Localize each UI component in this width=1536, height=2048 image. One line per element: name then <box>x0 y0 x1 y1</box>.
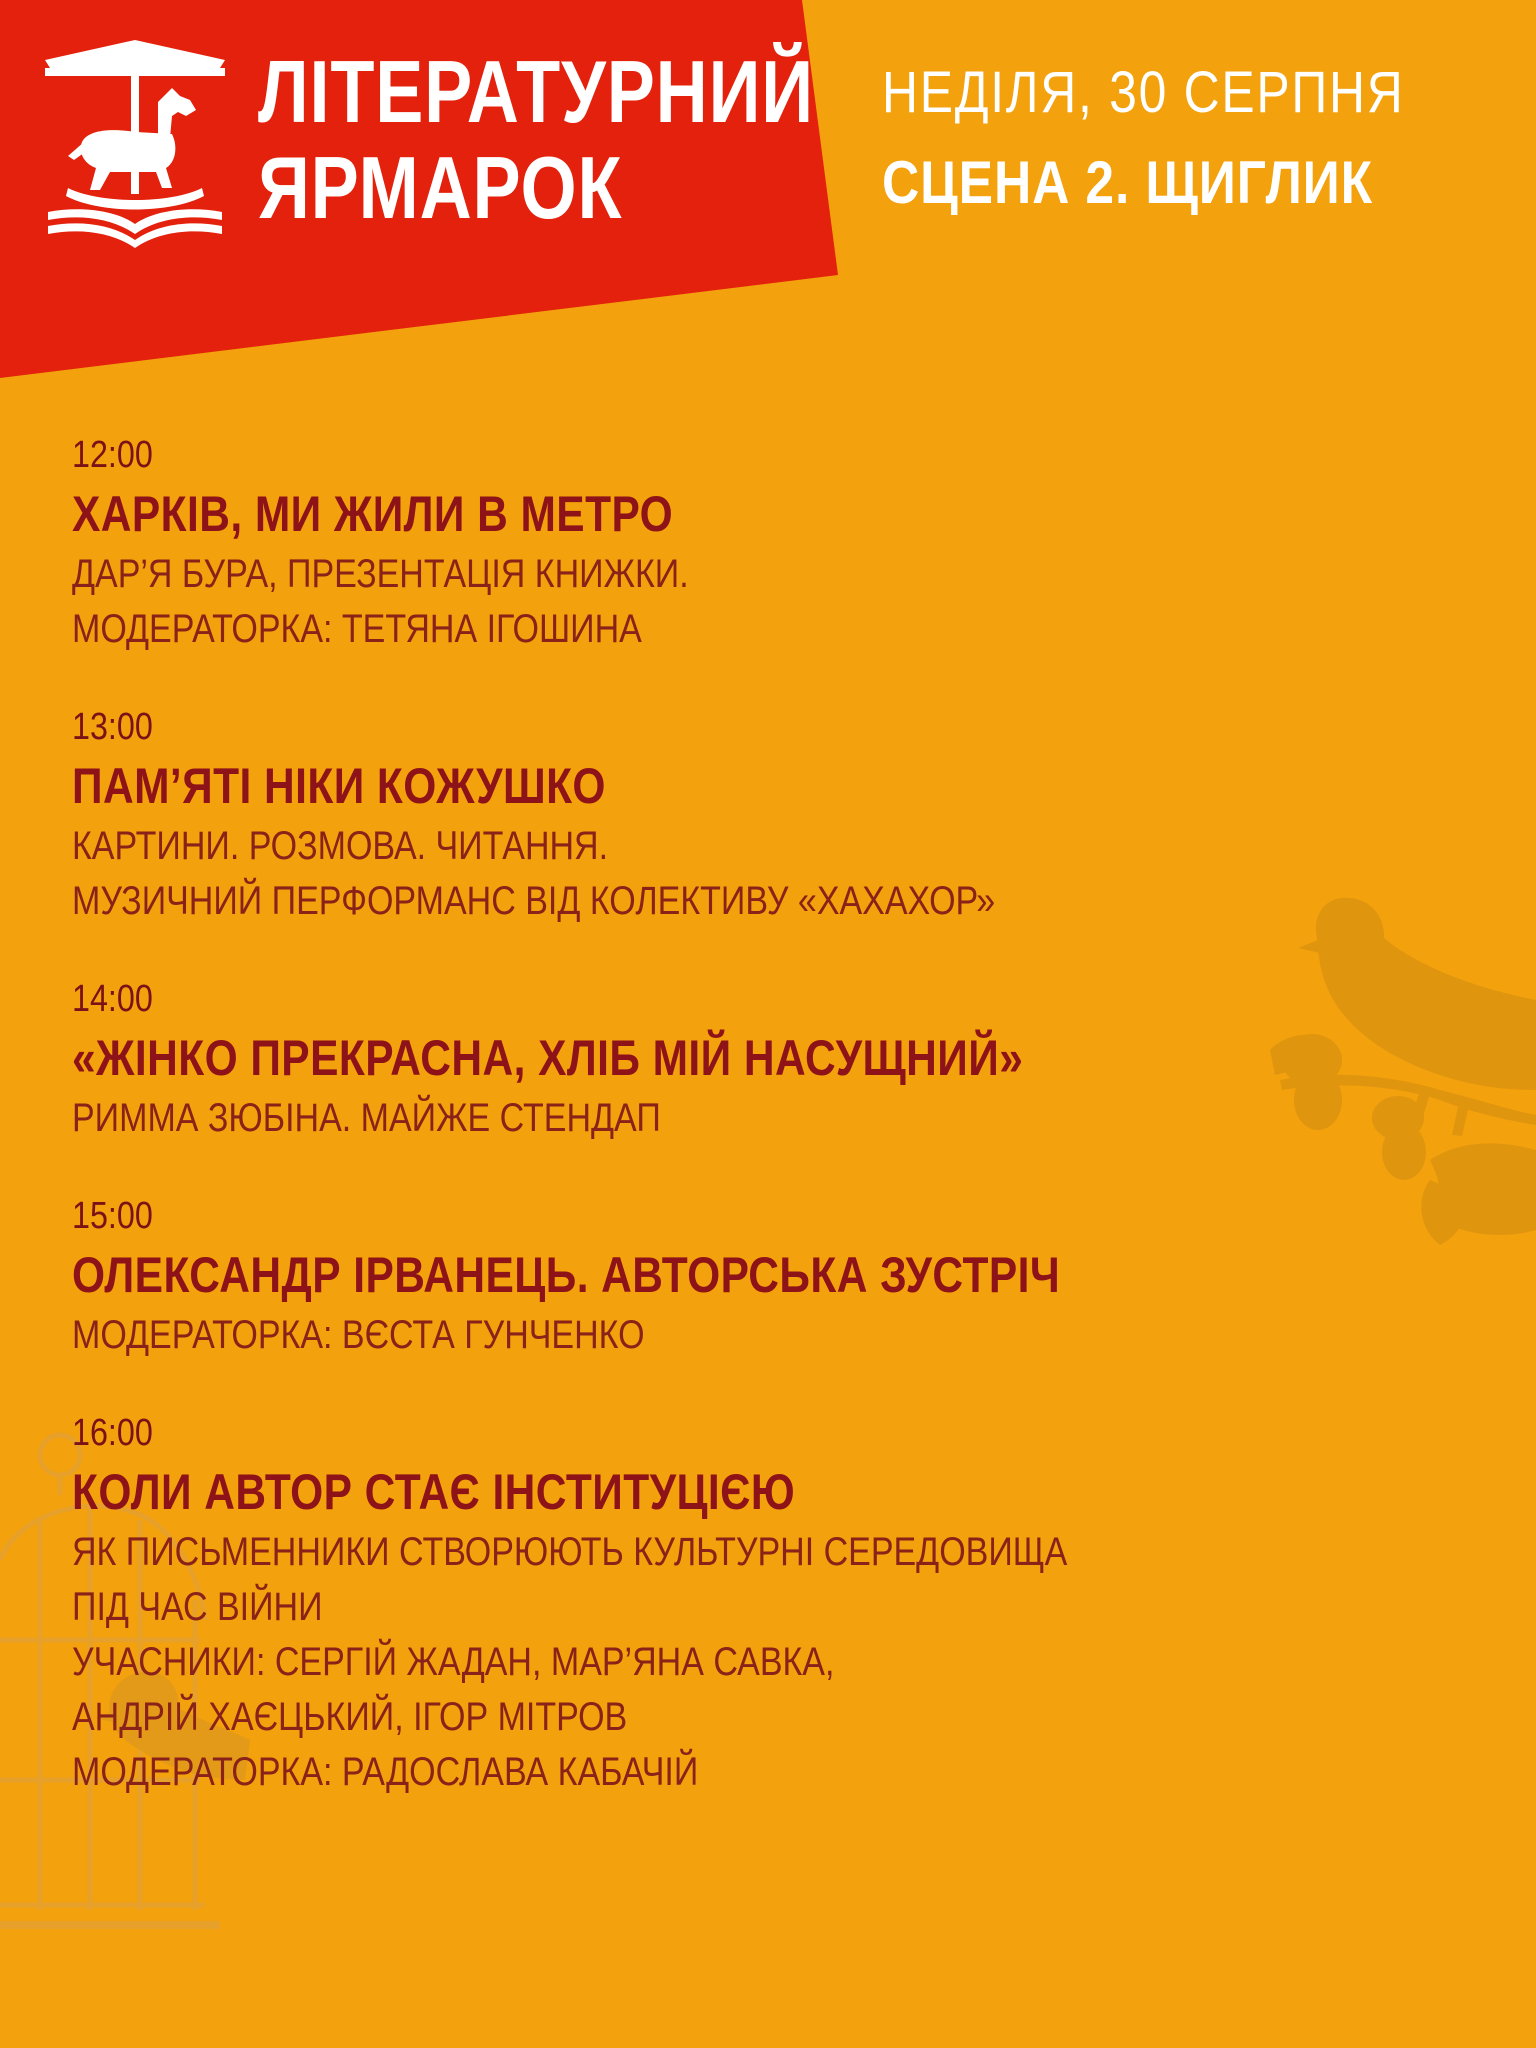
session-time: 14:00 <box>72 978 153 1020</box>
session-title: ОЛЕКСАНДР ІРВАНЕЦЬ. АВТОРСЬКА ЗУСТРІЧ <box>72 1247 1061 1303</box>
brand-line-1: ЛІТЕРАТУРНИЙ <box>258 42 814 141</box>
session-detail: ПІД ЧАС ВІЙНИ <box>72 1585 323 1629</box>
session-title: КОЛИ АВТОР СТАЄ ІНСТИТУЦІЄЮ <box>72 1464 796 1520</box>
bird-on-oak-branch-icon <box>1270 898 1536 1245</box>
session-item <box>72 433 1262 657</box>
session-detail: МОДЕРАТОРКА: ВЄСТА ГУНЧЕНКО <box>72 1313 645 1357</box>
event-date: НЕДІЛЯ, 30 СЕРПНЯ <box>882 60 1405 125</box>
session-title: «ЖІНКО ПРЕКРАСНА, ХЛІБ МІЙ НАСУЩНИЙ» <box>72 1030 1024 1086</box>
session-detail: МОДЕРАТОРКА: ТЕТЯНА ІГОШИНА <box>72 607 642 651</box>
brand-name <box>258 44 814 236</box>
session-detail: КАРТИНИ. РОЗМОВА. ЧИТАННЯ. <box>72 824 609 868</box>
schedule <box>72 433 1262 1848</box>
session-time: 16:00 <box>72 1412 153 1454</box>
session-item <box>72 705 1262 929</box>
session-detail: МУЗИЧНИЙ ПЕРФОРМАНС ВІД КОЛЕКТИВУ «ХАХАХОР» <box>72 879 996 923</box>
session-detail: РИММА ЗЮБІНА. МАЙЖЕ СТЕНДАП <box>72 1096 661 1140</box>
session-detail: УЧАСНИКИ: СЕРГІЙ ЖАДАН, МАР’ЯНА САВКА, <box>72 1640 835 1684</box>
session-detail: ДАР’Я БУРА, ПРЕЗЕНТАЦІЯ КНИЖКИ. <box>72 552 689 596</box>
session-detail: ЯК ПИСЬМЕННИКИ СТВОРЮЮТЬ КУЛЬТУРНІ СЕРЕДОВИЩА <box>72 1530 1068 1574</box>
brand-line-2: ЯРМАРОК <box>258 138 623 237</box>
session-item <box>72 1411 1262 1800</box>
session-time: 15:00 <box>72 1195 153 1237</box>
session-time: 12:00 <box>72 434 153 476</box>
session-time: 13:00 <box>72 706 153 748</box>
session-item <box>72 1194 1262 1363</box>
session-item <box>72 977 1262 1146</box>
session-detail: АНДРІЙ ХАЄЦЬКИЙ, ІГОР МІТРОВ <box>72 1695 628 1739</box>
session-detail: МОДЕРАТОРКА: РАДОСЛАВА КАБАЧІЙ <box>72 1750 699 1794</box>
event-stage: СЦЕНА 2. ЩИГЛИК <box>882 149 1373 216</box>
rocking-horse-book-umbrella-icon <box>40 38 230 248</box>
session-title: ХАРКІВ, МИ ЖИЛИ В МЕТРО <box>72 486 674 542</box>
session-title: ПАМ’ЯТІ НІКИ КОЖУШКО <box>72 758 606 814</box>
